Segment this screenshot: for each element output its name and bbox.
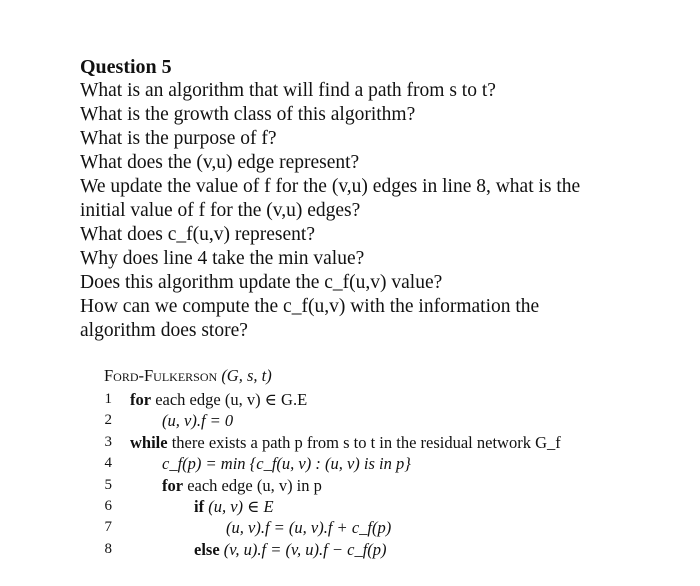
question-line: algorithm does store? xyxy=(80,320,248,341)
code-line-2 xyxy=(100,410,660,431)
question-line: What does the (v,u) edge represent? xyxy=(80,152,360,173)
question-line: We update the value of f for the (v,u) edges in line 8, what is the xyxy=(80,176,581,197)
question-line: Why does line 4 take the min value? xyxy=(80,248,365,269)
algorithm-name: Ford-Fulkerson xyxy=(104,366,218,385)
code-line-4 xyxy=(100,453,660,474)
code-keyword: if xyxy=(194,496,205,516)
code-text: c_f(p) = min {c_f(u, v) : (u, v) is in p} xyxy=(162,454,411,474)
algorithm-params: (G, s, t) xyxy=(221,366,272,385)
question-line: How can we compute the c_f(u,v) with the information the xyxy=(80,296,540,317)
code-line-5 xyxy=(100,475,660,496)
question-line: What is an algorithm that will find a path from s to t? xyxy=(80,80,496,101)
code-line-7 xyxy=(100,517,660,538)
line-number: 2 xyxy=(104,412,112,429)
line-number: 6 xyxy=(104,497,112,514)
code-text: each edge (u, v) in p xyxy=(187,475,322,495)
code-text: (v, u).f = (v, u).f − c_f(p) xyxy=(223,539,387,559)
question-line: initial value of f for the (v,u) edges? xyxy=(80,200,361,221)
line-number: 1 xyxy=(104,391,112,407)
code-keyword: for xyxy=(130,390,152,409)
algorithm-pseudocode xyxy=(100,363,660,560)
question-line: What is the growth class of this algorithm? xyxy=(80,104,416,125)
line-number: 7 xyxy=(104,519,112,536)
code-text: (u, v).f = 0 xyxy=(162,411,234,431)
code-line-1 xyxy=(100,389,660,410)
line-number: 5 xyxy=(104,476,112,493)
code-line-6 xyxy=(100,496,660,517)
algorithm-title xyxy=(100,363,660,389)
code-keyword: while xyxy=(130,432,168,452)
question-line: What is the purpose of f? xyxy=(80,128,277,149)
code-text: (u, v).f = (u, v).f + c_f(p) xyxy=(226,518,392,538)
code-line-8 xyxy=(100,539,660,560)
line-number: 8 xyxy=(104,540,112,557)
code-text: each edge (u, v) ∈ G.E xyxy=(155,390,308,409)
question-line: Does this algorithm update the c_f(u,v) value? xyxy=(80,272,443,293)
line-number: 4 xyxy=(104,455,112,472)
code-keyword: for xyxy=(162,475,184,495)
line-number: 3 xyxy=(104,433,112,450)
question-line: What does c_f(u,v) represent? xyxy=(80,224,315,245)
code-keyword: else xyxy=(194,539,220,559)
question-block xyxy=(80,55,680,343)
question-title: Question 5 xyxy=(80,56,172,78)
code-text: there exists a path p from s to t in the residual network G_f xyxy=(171,432,561,452)
code-text: (u, v) ∈ E xyxy=(208,496,274,516)
code-line-3 xyxy=(100,432,660,453)
